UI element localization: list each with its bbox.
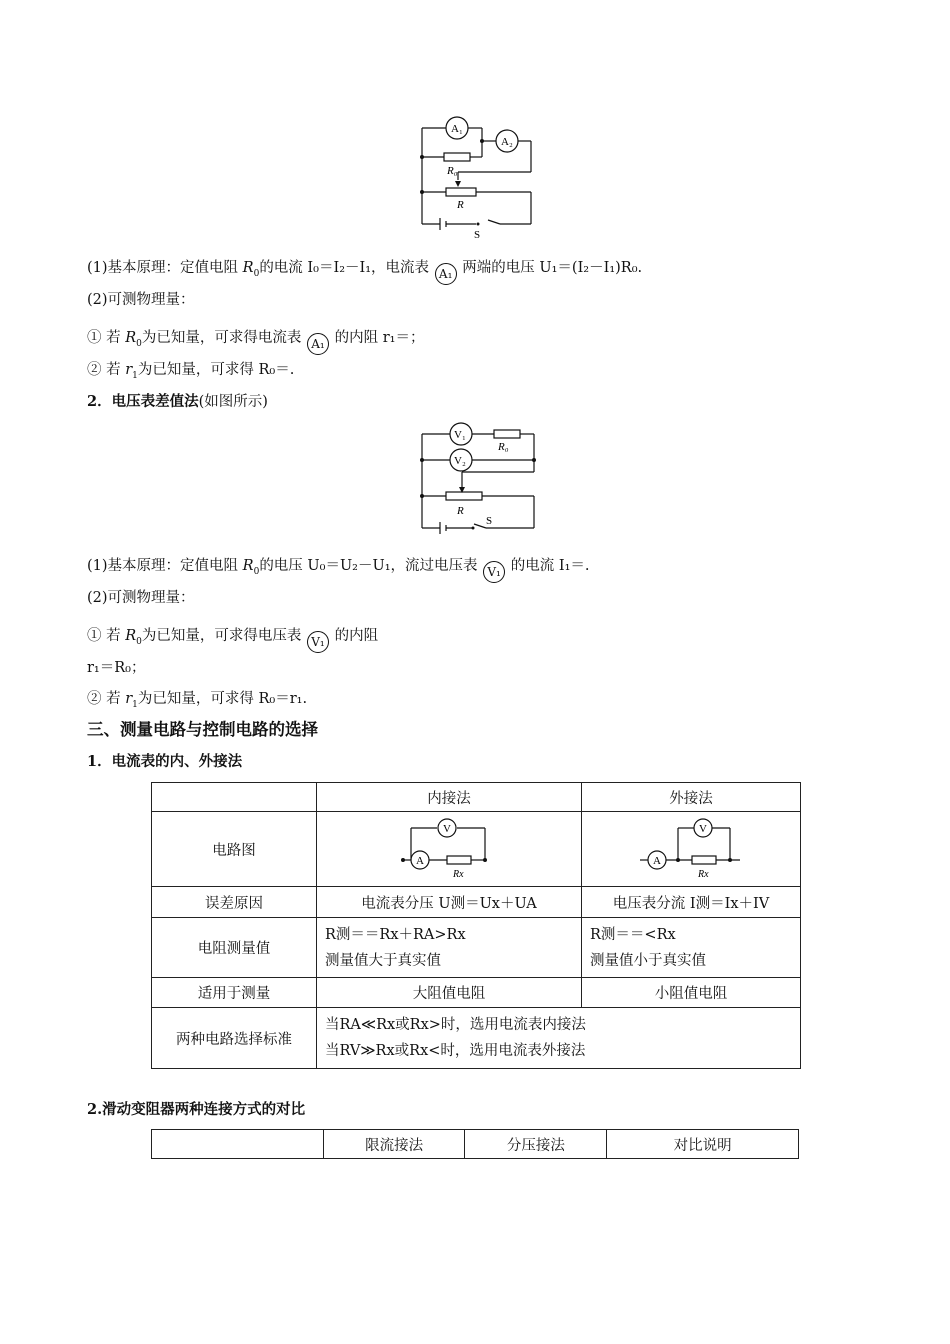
voltmeter-v1-icon: V₁	[483, 561, 505, 583]
section2-item2: ② 若 $r_1$为已知量，可求得 R₀＝r₁.	[87, 691, 308, 710]
text: 2．电压表差值法	[87, 393, 199, 410]
section2-item1-cont: r₁＝R₀；	[87, 660, 146, 676]
label-v2: V₂	[454, 455, 466, 467]
text: 的电流	[259, 260, 303, 276]
circuit-diagram-voltmeter-difference	[410, 420, 550, 535]
text: 的内阻	[334, 628, 379, 644]
text: 的电压	[259, 558, 303, 574]
rheostat-comparison-table	[151, 1129, 799, 1159]
cell-line: R测＝＝Rx＋RA>Rx	[325, 926, 466, 943]
label-v1: V₁	[454, 429, 466, 441]
circuit-diagram-ammeter-difference	[410, 112, 550, 242]
text: 为已知量，可求得	[137, 362, 254, 378]
table-header-cell: 限流接法	[323, 1130, 465, 1159]
formula-voltage: U₀＝U₂－U₁，流过电压表	[307, 558, 478, 574]
table-header-cell: 分压接法	[465, 1130, 607, 1159]
text: ② 若	[87, 691, 121, 707]
text: 两端的电压	[462, 260, 535, 276]
label-v: V	[699, 823, 707, 835]
label-a1: A₁	[451, 123, 463, 135]
label-r: R	[457, 199, 464, 211]
label-a2: A₂	[501, 136, 513, 148]
text: R₀＝.	[258, 362, 295, 378]
text: 为已知量，可求得电压表	[141, 628, 302, 644]
label-a: A	[416, 855, 424, 867]
table-cell: 电压表分流 I测＝Ix＋IV	[582, 887, 801, 918]
table-row-label: 两种电路选择标准	[152, 1008, 317, 1069]
table-header-cell: 外接法	[582, 783, 801, 812]
text: (1)基本原理：定值电阻	[87, 260, 239, 276]
cell-line: 当RA≪Rx或Rx>时，选用电流表内接法	[325, 1017, 586, 1033]
table-cell: 大阻值电阻	[317, 978, 582, 1008]
table-cell: 小阻值电阻	[582, 978, 801, 1008]
text: R₀＝r₁.	[258, 691, 308, 707]
formula-current: I₁＝.	[558, 558, 590, 574]
section1-measurable: (2)可测物理量：	[87, 292, 195, 308]
label-r0: R₀	[447, 165, 458, 177]
label-rx: Rx	[698, 869, 709, 880]
cell-line: 当RV≫Rx或Rx<时，选用电流表外接法	[325, 1043, 586, 1059]
ammeter-a1-icon: A₁	[435, 263, 457, 285]
text: r₁＝；	[382, 330, 425, 346]
text: ① 若	[87, 330, 121, 346]
table-cell	[317, 1008, 801, 1069]
voltmeter-v1-icon: V₁	[307, 631, 329, 653]
cell-line: 测量值小于真实值	[590, 952, 706, 969]
table-row-label: 误差原因	[152, 887, 317, 918]
label-r0: R₀	[498, 441, 509, 453]
table-cell	[582, 918, 801, 978]
table-row-label: 适用于测量	[152, 978, 317, 1008]
label-s: S	[474, 229, 481, 241]
section3-heading: 三、测量电路与控制电路的选择	[87, 720, 318, 739]
outer-connection-diagram	[636, 816, 746, 882]
ammeter-connection-table	[151, 782, 801, 1069]
section2-item1: ① 若 $R_0$为已知量，可求得电压表 V₁ 的内阻	[87, 626, 378, 653]
section2-principle: (1)基本原理：定值电阻 $R_0$的电压 U₀＝U₂－U₁，流过电压表 V₁ 的电流 I₁＝.	[87, 556, 590, 583]
text: 的电流	[510, 558, 555, 574]
text: ① 若	[87, 628, 121, 644]
section3-sub1: 1．电流表的内、外接法	[87, 753, 243, 770]
label-v: V	[443, 823, 451, 835]
label-a: A	[653, 855, 661, 867]
label-s: S	[486, 515, 493, 527]
formula-current: I₀＝I₂－I₁，电流表	[307, 260, 430, 276]
section2-title	[87, 392, 268, 412]
text: (如图所示)	[198, 394, 268, 410]
text: ② 若	[87, 362, 121, 378]
text: 的内阻	[334, 330, 379, 346]
table-header-cell	[152, 783, 317, 812]
label-rx: Rx	[453, 869, 464, 880]
formula-voltage: U₁＝(I₂－I₁)R₀.	[539, 260, 643, 276]
label-r: R	[457, 505, 464, 517]
text: 为已知量，可求得电流表	[141, 330, 302, 346]
cell-line: 测量值大于真实值	[325, 952, 441, 969]
table-header-cell: 内接法	[317, 783, 582, 812]
outer-connection-circuit	[582, 812, 801, 887]
table-cell	[317, 918, 582, 978]
table-header-cell	[152, 1130, 324, 1159]
section1-principle: (1)基本原理：定值电阻 $R_0$的电流 I₀＝I₂－I₁，电流表 A₁ 两端的电压 U₁＝(I₂－I₁)R₀.	[87, 258, 642, 285]
table-row-label: 电路图	[152, 812, 317, 887]
cell-line: R测＝＝<Rx	[590, 926, 676, 943]
inner-connection-diagram	[399, 816, 499, 882]
table-header-cell: 对比说明	[607, 1130, 799, 1159]
section3-sub2: 2.滑动变阻器两种连接方式的对比	[87, 1101, 306, 1118]
text: 为已知量，可求得	[137, 691, 254, 707]
section1-item1: ① 若 $R_0$为已知量，可求得电流表 A₁ 的内阻 r₁＝；	[87, 328, 424, 355]
inner-connection-circuit	[317, 812, 582, 887]
text: (1)基本原理：定值电阻	[87, 558, 239, 574]
table-row-label: 电阻测量值	[152, 918, 317, 978]
ammeter-a1-icon: A₁	[307, 333, 329, 355]
section1-item2: ② 若 $r_1$为已知量，可求得 R₀＝.	[87, 362, 295, 381]
section2-measurable: (2)可测物理量：	[87, 590, 195, 606]
table-cell: 电流表分压 U测＝Ux＋UA	[317, 887, 582, 918]
